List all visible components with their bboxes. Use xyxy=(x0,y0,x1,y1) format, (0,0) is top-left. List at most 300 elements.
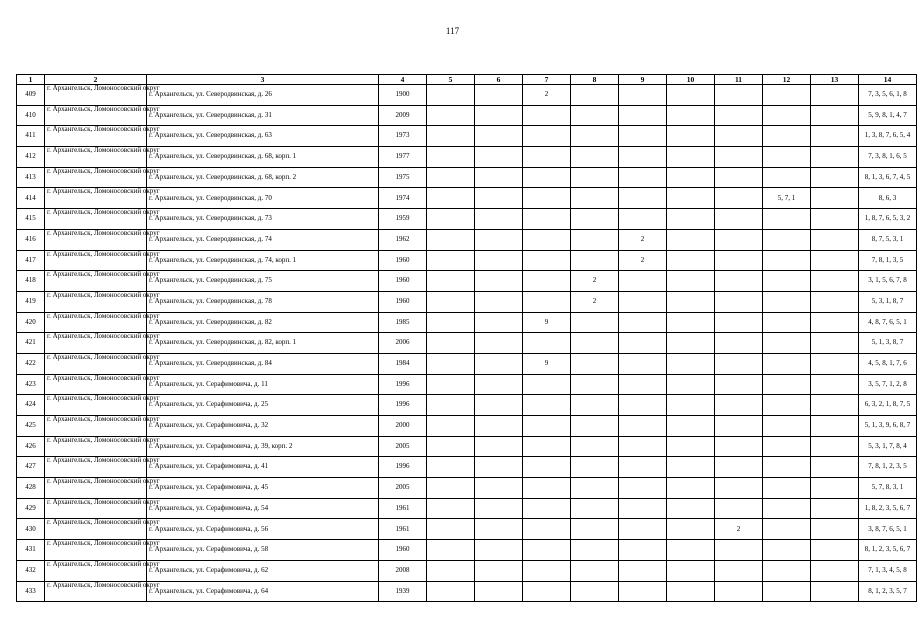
column-header: 7 xyxy=(523,75,571,85)
col10-cell xyxy=(667,436,715,457)
table-row xyxy=(17,395,917,416)
col11-cell xyxy=(715,560,763,581)
col11-cell xyxy=(715,291,763,312)
column-header: 10 xyxy=(667,75,715,85)
col5-cell xyxy=(427,436,475,457)
col9-cell xyxy=(619,540,667,561)
col12-cell xyxy=(763,560,811,581)
col13-cell xyxy=(811,271,859,292)
col7-cell xyxy=(523,519,571,540)
col7-cell xyxy=(523,291,571,312)
col12-cell xyxy=(763,416,811,437)
col7-cell xyxy=(523,229,571,250)
table-row xyxy=(17,333,917,354)
location-cell: г. Архангельск, Ломоносовский округ xyxy=(45,436,147,457)
col11-cell xyxy=(715,271,763,292)
address-cell: г. Архангельск, ул. Серафимовича, д. 25 xyxy=(147,395,379,416)
col13-cell xyxy=(811,85,859,106)
col10-cell xyxy=(667,229,715,250)
col12-cell xyxy=(763,353,811,374)
address-cell: г. Архангельск, ул. Северодвинская, д. 31 xyxy=(147,105,379,126)
col10-cell xyxy=(667,478,715,499)
col11-cell xyxy=(715,167,763,188)
col13-cell xyxy=(811,333,859,354)
col14-cell: 7, 8, 1, 3, 5 xyxy=(859,250,917,271)
table-row xyxy=(17,353,917,374)
col14-cell: 7, 3, 5, 6, 1, 8 xyxy=(859,85,917,106)
col10-cell xyxy=(667,540,715,561)
col12-cell xyxy=(763,126,811,147)
col7-cell xyxy=(523,416,571,437)
row-number: 432 xyxy=(17,560,45,581)
col5-cell xyxy=(427,209,475,230)
address-cell: г. Архангельск, ул. Северодвинская, д. 75 xyxy=(147,271,379,292)
year-cell: 2006 xyxy=(379,333,427,354)
col6-cell xyxy=(475,209,523,230)
col7-cell xyxy=(523,374,571,395)
col10-cell xyxy=(667,457,715,478)
col11-cell xyxy=(715,457,763,478)
year-cell: 1960 xyxy=(379,250,427,271)
col6-cell xyxy=(475,498,523,519)
col11-cell xyxy=(715,85,763,106)
col11-cell xyxy=(715,209,763,230)
col14-cell: 3, 8, 7, 6, 5, 1 xyxy=(859,519,917,540)
col7-cell xyxy=(523,395,571,416)
col5-cell xyxy=(427,229,475,250)
location-cell: г. Архангельск, Ломоносовский округ xyxy=(45,457,147,478)
col7-cell xyxy=(523,457,571,478)
col14-cell: 8, 6, 3 xyxy=(859,188,917,209)
year-cell: 2000 xyxy=(379,416,427,437)
col8-cell xyxy=(571,560,619,581)
row-number: 426 xyxy=(17,436,45,457)
location-cell: г. Архангельск, Ломоносовский округ xyxy=(45,478,147,499)
location-cell: г. Архангельск, Ломоносовский округ xyxy=(45,188,147,209)
col10-cell xyxy=(667,188,715,209)
col5-cell xyxy=(427,353,475,374)
address-cell: г. Архангельск, ул. Северодвинская, д. 63 xyxy=(147,126,379,147)
col9-cell xyxy=(619,519,667,540)
year-cell: 2008 xyxy=(379,560,427,581)
col12-cell xyxy=(763,333,811,354)
col5-cell xyxy=(427,395,475,416)
col13-cell xyxy=(811,478,859,499)
col6-cell xyxy=(475,271,523,292)
col13-cell xyxy=(811,581,859,602)
col5-cell xyxy=(427,126,475,147)
col9-cell xyxy=(619,395,667,416)
col12-cell xyxy=(763,478,811,499)
table-row xyxy=(17,291,917,312)
row-number: 430 xyxy=(17,519,45,540)
col14-cell: 8, 1, 2, 3, 5, 7 xyxy=(859,581,917,602)
year-cell: 2009 xyxy=(379,105,427,126)
col11-cell xyxy=(715,147,763,168)
year-cell: 1977 xyxy=(379,147,427,168)
address-cell: г. Архангельск, ул. Серафимовича, д. 54 xyxy=(147,498,379,519)
year-cell: 1975 xyxy=(379,167,427,188)
column-header: 12 xyxy=(763,75,811,85)
column-header: 1 xyxy=(17,75,45,85)
row-number: 421 xyxy=(17,333,45,354)
col7-cell xyxy=(523,271,571,292)
table-row xyxy=(17,540,917,561)
col14-cell: 7, 1, 3, 4, 5, 8 xyxy=(859,560,917,581)
col5-cell xyxy=(427,457,475,478)
col5-cell xyxy=(427,188,475,209)
col14-cell: 8, 1, 2, 3, 5, 6, 7 xyxy=(859,540,917,561)
col13-cell xyxy=(811,353,859,374)
col11-cell xyxy=(715,395,763,416)
location-cell: г. Архангельск, Ломоносовский округ xyxy=(45,167,147,188)
location-cell: г. Архангельск, Ломоносовский округ xyxy=(45,374,147,395)
col6-cell xyxy=(475,540,523,561)
column-header: 9 xyxy=(619,75,667,85)
col13-cell xyxy=(811,498,859,519)
table-row xyxy=(17,560,917,581)
year-cell: 1973 xyxy=(379,126,427,147)
col8-cell xyxy=(571,188,619,209)
col8-cell xyxy=(571,105,619,126)
col14-cell: 6, 3, 2, 1, 8, 7, 5 xyxy=(859,395,917,416)
address-cell: г. Архангельск, ул. Северодвинская, д. 74, корп. 1 xyxy=(147,250,379,271)
col12-cell xyxy=(763,250,811,271)
col8-cell xyxy=(571,519,619,540)
col9-cell xyxy=(619,147,667,168)
col8-cell xyxy=(571,416,619,437)
address-cell: г. Архангельск, ул. Серафимовича, д. 64 xyxy=(147,581,379,602)
col14-cell: 3, 5, 7, 1, 2, 8 xyxy=(859,374,917,395)
col14-cell: 4, 8, 7, 6, 5, 1 xyxy=(859,312,917,333)
col13-cell xyxy=(811,188,859,209)
col6-cell xyxy=(475,395,523,416)
col11-cell xyxy=(715,374,763,395)
col5-cell xyxy=(427,312,475,333)
col12-cell xyxy=(763,540,811,561)
col11-cell xyxy=(715,416,763,437)
col12-cell xyxy=(763,291,811,312)
col10-cell xyxy=(667,126,715,147)
table-row xyxy=(17,498,917,519)
col12-cell xyxy=(763,209,811,230)
col7-cell xyxy=(523,147,571,168)
table-row xyxy=(17,85,917,106)
col7-cell xyxy=(523,105,571,126)
col10-cell xyxy=(667,312,715,333)
col8-cell: 2 xyxy=(571,271,619,292)
address-cell: г. Архангельск, ул. Северодвинская, д. 70 xyxy=(147,188,379,209)
col11-cell xyxy=(715,188,763,209)
address-cell: г. Архангельск, ул. Северодвинская, д. 74 xyxy=(147,229,379,250)
year-cell: 1984 xyxy=(379,353,427,374)
year-cell: 1959 xyxy=(379,209,427,230)
year-cell: 1961 xyxy=(379,519,427,540)
col6-cell xyxy=(475,126,523,147)
col9-cell xyxy=(619,167,667,188)
row-number: 419 xyxy=(17,291,45,312)
row-number: 418 xyxy=(17,271,45,292)
col13-cell xyxy=(811,105,859,126)
col13-cell xyxy=(811,229,859,250)
col14-cell: 5, 1, 3, 8, 7 xyxy=(859,333,917,354)
col7-cell xyxy=(523,436,571,457)
col14-cell: 7, 8, 1, 2, 3, 5 xyxy=(859,457,917,478)
col5-cell xyxy=(427,560,475,581)
col5-cell xyxy=(427,333,475,354)
location-cell: г. Архангельск, Ломоносовский округ xyxy=(45,85,147,106)
col13-cell xyxy=(811,167,859,188)
address-cell: г. Архангельск, ул. Северодвинская, д. 73 xyxy=(147,209,379,230)
location-cell: г. Архангельск, Ломоносовский округ xyxy=(45,312,147,333)
col13-cell xyxy=(811,416,859,437)
col14-cell: 5, 3, 1, 7, 8, 4 xyxy=(859,436,917,457)
col5-cell xyxy=(427,147,475,168)
year-cell: 1960 xyxy=(379,291,427,312)
col8-cell: 2 xyxy=(571,291,619,312)
table-row xyxy=(17,374,917,395)
col5-cell xyxy=(427,581,475,602)
col7-cell xyxy=(523,560,571,581)
address-cell: г. Архангельск, ул. Серафимовича, д. 32 xyxy=(147,416,379,437)
table-row xyxy=(17,436,917,457)
year-cell: 1960 xyxy=(379,271,427,292)
col12-cell xyxy=(763,105,811,126)
col13-cell xyxy=(811,436,859,457)
col8-cell xyxy=(571,457,619,478)
col11-cell xyxy=(715,478,763,499)
row-number: 425 xyxy=(17,416,45,437)
col7-cell: 2 xyxy=(523,85,571,106)
col12-cell xyxy=(763,374,811,395)
year-cell: 1939 xyxy=(379,581,427,602)
col11-cell xyxy=(715,581,763,602)
col9-cell xyxy=(619,126,667,147)
col10-cell xyxy=(667,416,715,437)
col14-cell: 3, 1, 5, 6, 7, 8 xyxy=(859,271,917,292)
col12-cell xyxy=(763,581,811,602)
col9-cell xyxy=(619,271,667,292)
col10-cell xyxy=(667,85,715,106)
table-row xyxy=(17,416,917,437)
col5-cell xyxy=(427,271,475,292)
row-number: 424 xyxy=(17,395,45,416)
table-row xyxy=(17,167,917,188)
col7-cell xyxy=(523,498,571,519)
col9-cell xyxy=(619,436,667,457)
column-header: 4 xyxy=(379,75,427,85)
col14-cell: 8, 1, 3, 6, 7, 4, 5 xyxy=(859,167,917,188)
address-cell: г. Архангельск, ул. Серафимовича, д. 39, корп. 2 xyxy=(147,436,379,457)
table-row xyxy=(17,581,917,602)
address-cell: г. Архангельск, ул. Серафимовича, д. 41 xyxy=(147,457,379,478)
col9-cell xyxy=(619,312,667,333)
col8-cell xyxy=(571,147,619,168)
col8-cell xyxy=(571,229,619,250)
col8-cell xyxy=(571,540,619,561)
col12-cell xyxy=(763,85,811,106)
address-cell: г. Архангельск, ул. Серафимовича, д. 56 xyxy=(147,519,379,540)
address-cell: г. Архангельск, ул. Северодвинская, д. 78 xyxy=(147,291,379,312)
table-row xyxy=(17,147,917,168)
location-cell: г. Архангельск, Ломоносовский округ xyxy=(45,416,147,437)
location-cell: г. Архангельск, Ломоносовский округ xyxy=(45,209,147,230)
row-number: 410 xyxy=(17,105,45,126)
col5-cell xyxy=(427,498,475,519)
col11-cell xyxy=(715,105,763,126)
col12-cell: 5, 7, 1 xyxy=(763,188,811,209)
location-cell: г. Архангельск, Ломоносовский округ xyxy=(45,147,147,168)
col13-cell xyxy=(811,312,859,333)
col12-cell xyxy=(763,457,811,478)
col5-cell xyxy=(427,519,475,540)
column-header: 11 xyxy=(715,75,763,85)
col13-cell xyxy=(811,147,859,168)
col6-cell xyxy=(475,560,523,581)
col14-cell: 1, 8, 7, 6, 5, 3, 2 xyxy=(859,209,917,230)
col7-cell xyxy=(523,478,571,499)
address-cell: г. Архангельск, ул. Северодвинская, д. 84 xyxy=(147,353,379,374)
address-cell: г. Архангельск, ул. Северодвинская, д. 68, корп. 1 xyxy=(147,147,379,168)
col11-cell xyxy=(715,540,763,561)
col9-cell xyxy=(619,581,667,602)
location-cell: г. Архангельск, Ломоносовский округ xyxy=(45,498,147,519)
col11-cell xyxy=(715,353,763,374)
col6-cell xyxy=(475,436,523,457)
col9-cell xyxy=(619,105,667,126)
col8-cell xyxy=(571,478,619,499)
col8-cell xyxy=(571,395,619,416)
col9-cell xyxy=(619,457,667,478)
table-row xyxy=(17,105,917,126)
col12-cell xyxy=(763,167,811,188)
col10-cell xyxy=(667,353,715,374)
col5-cell xyxy=(427,105,475,126)
col14-cell: 8, 7, 5, 3, 1 xyxy=(859,229,917,250)
col10-cell xyxy=(667,209,715,230)
col8-cell xyxy=(571,581,619,602)
col8-cell xyxy=(571,209,619,230)
col14-cell: 5, 1, 3, 9, 6, 8, 7 xyxy=(859,416,917,437)
col10-cell xyxy=(667,560,715,581)
col10-cell xyxy=(667,374,715,395)
column-header: 2 xyxy=(45,75,147,85)
col10-cell xyxy=(667,581,715,602)
col10-cell xyxy=(667,333,715,354)
col13-cell xyxy=(811,560,859,581)
col11-cell xyxy=(715,312,763,333)
col6-cell xyxy=(475,85,523,106)
col6-cell xyxy=(475,457,523,478)
col11-cell xyxy=(715,250,763,271)
table-row xyxy=(17,209,917,230)
row-number: 428 xyxy=(17,478,45,499)
row-number: 413 xyxy=(17,167,45,188)
col6-cell xyxy=(475,581,523,602)
col8-cell xyxy=(571,250,619,271)
column-header: 13 xyxy=(811,75,859,85)
row-number: 415 xyxy=(17,209,45,230)
location-cell: г. Архангельск, Ломоносовский округ xyxy=(45,519,147,540)
page-number: 117 xyxy=(445,26,460,36)
location-cell: г. Архангельск, Ломоносовский округ xyxy=(45,353,147,374)
col8-cell xyxy=(571,312,619,333)
address-cell: г. Архангельск, ул. Северодвинская, д. 82, корп. 1 xyxy=(147,333,379,354)
row-number: 414 xyxy=(17,188,45,209)
col8-cell xyxy=(571,126,619,147)
col7-cell xyxy=(523,188,571,209)
year-cell: 2005 xyxy=(379,478,427,499)
col13-cell xyxy=(811,540,859,561)
col11-cell xyxy=(715,126,763,147)
col12-cell xyxy=(763,312,811,333)
col6-cell xyxy=(475,333,523,354)
col13-cell xyxy=(811,250,859,271)
table-row xyxy=(17,312,917,333)
year-cell: 1996 xyxy=(379,395,427,416)
row-number: 411 xyxy=(17,126,45,147)
register-table xyxy=(16,74,917,602)
col6-cell xyxy=(475,353,523,374)
col9-cell xyxy=(619,333,667,354)
col9-cell xyxy=(619,209,667,230)
col11-cell xyxy=(715,436,763,457)
location-cell: г. Архангельск, Ломоносовский округ xyxy=(45,250,147,271)
col12-cell xyxy=(763,147,811,168)
year-cell: 1960 xyxy=(379,540,427,561)
col9-cell xyxy=(619,374,667,395)
col7-cell xyxy=(523,126,571,147)
year-cell: 1961 xyxy=(379,498,427,519)
col10-cell xyxy=(667,250,715,271)
col11-cell xyxy=(715,333,763,354)
table-row xyxy=(17,250,917,271)
col10-cell xyxy=(667,271,715,292)
col6-cell xyxy=(475,147,523,168)
column-header: 6 xyxy=(475,75,523,85)
col10-cell xyxy=(667,519,715,540)
table-header-row xyxy=(17,75,917,85)
col12-cell xyxy=(763,436,811,457)
col6-cell xyxy=(475,229,523,250)
row-number: 409 xyxy=(17,85,45,106)
col10-cell xyxy=(667,105,715,126)
col7-cell: 9 xyxy=(523,312,571,333)
col10-cell xyxy=(667,167,715,188)
col9-cell xyxy=(619,85,667,106)
col11-cell: 2 xyxy=(715,519,763,540)
col5-cell xyxy=(427,250,475,271)
column-header: 5 xyxy=(427,75,475,85)
col6-cell xyxy=(475,519,523,540)
col5-cell xyxy=(427,167,475,188)
address-cell: г. Архангельск, ул. Северодвинская, д. 82 xyxy=(147,312,379,333)
address-cell: г. Архангельск, ул. Северодвинская, д. 26 xyxy=(147,85,379,106)
row-number: 433 xyxy=(17,581,45,602)
column-header: 8 xyxy=(571,75,619,85)
table-row xyxy=(17,271,917,292)
col6-cell xyxy=(475,105,523,126)
col10-cell xyxy=(667,395,715,416)
col5-cell xyxy=(427,540,475,561)
col9-cell xyxy=(619,291,667,312)
location-cell: г. Архангельск, Ломоносовский округ xyxy=(45,291,147,312)
row-number: 423 xyxy=(17,374,45,395)
year-cell: 1974 xyxy=(379,188,427,209)
row-number: 431 xyxy=(17,540,45,561)
col9-cell xyxy=(619,416,667,437)
col7-cell xyxy=(523,167,571,188)
